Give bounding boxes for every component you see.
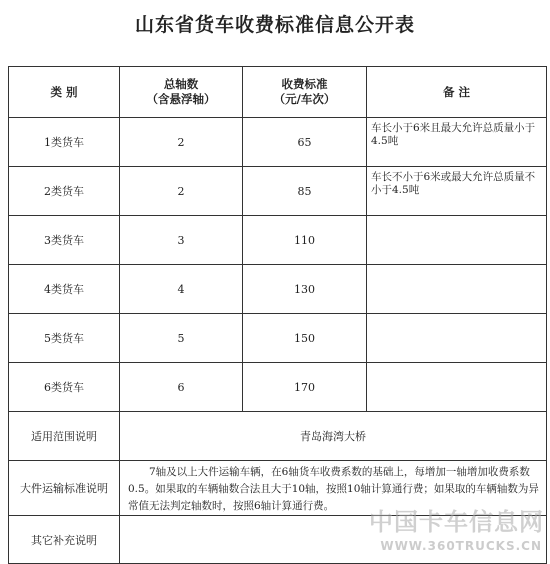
cell-axles: 2 xyxy=(120,118,243,167)
header-note: 备 注 xyxy=(367,67,547,118)
table-header-row xyxy=(9,67,547,118)
table-row xyxy=(9,167,547,216)
header-fee-line1: 收费标准 xyxy=(281,77,328,91)
header-fee-line2: （元/车次） xyxy=(273,92,336,106)
table-row xyxy=(9,363,547,412)
cell-fee: 150 xyxy=(243,314,367,363)
scope-value: 青岛海湾大桥 xyxy=(120,412,547,461)
oversize-label: 大件运输标准说明 xyxy=(9,461,120,516)
cell-category: 3类货车 xyxy=(9,216,120,265)
cell-fee: 65 xyxy=(243,118,367,167)
header-axles-line2: （含悬浮轴） xyxy=(146,92,216,106)
cell-note xyxy=(367,314,547,363)
cell-category: 5类货车 xyxy=(9,314,120,363)
cell-note: 车长不小于6米或最大允许总质量不小于4.5吨 xyxy=(367,167,547,216)
cell-axles: 3 xyxy=(120,216,243,265)
header-category: 类 别 xyxy=(9,67,120,118)
cell-axles: 5 xyxy=(120,314,243,363)
watermark-url: WWW.360TRUCKS.CN xyxy=(380,539,542,553)
fee-table xyxy=(8,66,547,564)
table-row xyxy=(9,314,547,363)
scope-row xyxy=(9,412,547,461)
table-row xyxy=(9,216,547,265)
cell-category: 2类货车 xyxy=(9,167,120,216)
cell-axles: 6 xyxy=(120,363,243,412)
scope-label: 适用范围说明 xyxy=(9,412,120,461)
cell-axles: 4 xyxy=(120,265,243,314)
cell-category: 4类货车 xyxy=(9,265,120,314)
other-label: 其它补充说明 xyxy=(9,516,120,564)
cell-fee: 170 xyxy=(243,363,367,412)
cell-note xyxy=(367,216,547,265)
table-row xyxy=(9,118,547,167)
watermark-text: 中国卡车信息网 xyxy=(369,508,544,536)
oversize-value: 7轴及以上大件运输车辆，在6轴货车收费系数的基础上，每增加一轴增加收费系数0.5。如果取的车辆轴数合法且大于10轴，按照10轴计算通行费；如果取的车辆轴数为异常值无法判定轴数时，按照6轴计算通行费。 xyxy=(120,461,547,516)
cell-category: 6类货车 xyxy=(9,363,120,412)
header-axles-line1: 总轴数 xyxy=(163,77,199,91)
cell-note xyxy=(367,363,547,412)
cell-fee: 130 xyxy=(243,265,367,314)
header-fee xyxy=(243,67,367,118)
header-axles xyxy=(120,67,243,118)
page-title: 山东省货车收费标准信息公开表 xyxy=(134,14,415,36)
cell-axles: 2 xyxy=(120,167,243,216)
cell-category: 1类货车 xyxy=(9,118,120,167)
cell-fee: 85 xyxy=(243,167,367,216)
cell-note xyxy=(367,265,547,314)
cell-fee: 110 xyxy=(243,216,367,265)
table-row xyxy=(9,265,547,314)
cell-note: 车长小于6米且最大允许总质量小于4.5吨 xyxy=(367,118,547,167)
